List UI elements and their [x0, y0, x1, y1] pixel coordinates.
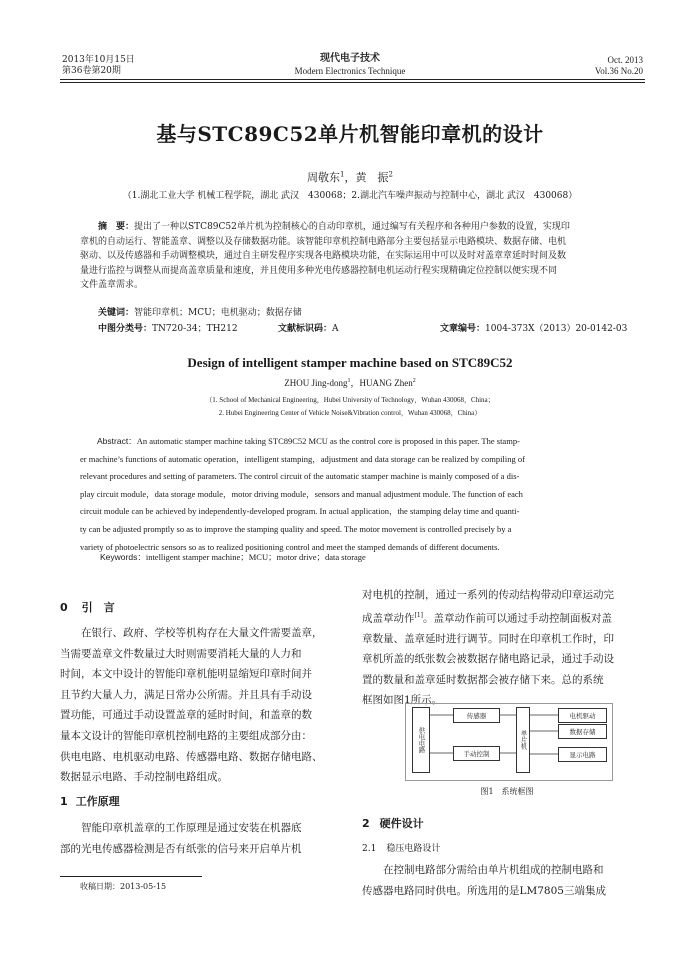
affiliation-en-line: （1. School of Mechanical Engineering，Hubei University of Technology，Wuhan 430068，China；: [205, 396, 495, 404]
abstract-line: 量进行监控与调整从而提高盖章质量和速度，并且使用多种光电传感器控制电机运动行程实现精确定位控制以便实现不同: [80, 265, 558, 276]
mcu-block: 单片机: [516, 707, 530, 773]
author-separator: ，: [344, 171, 356, 184]
figure-1-caption: 图1 系统框图: [480, 787, 534, 796]
author-list: [0, 169, 700, 185]
abstract-cn: [80, 220, 620, 293]
clc-number: 中图分类号：TN720-34；TH212: [98, 324, 238, 334]
author-sup: 2: [388, 170, 393, 179]
footnote-rule: [60, 876, 202, 877]
section-0-heading: 0 引 言: [60, 601, 115, 614]
affiliation-en-line: 2. Hubei Engineering Center of Vehicle Noise&Vibration control，Wuhan 430068，China）: [218, 409, 482, 417]
journal-name-cn: 现代电子技术: [320, 53, 380, 64]
header-date-en: Oct. 2013: [607, 55, 643, 65]
paper-title: 基与STC89C52单片机智能印章机的设计: [156, 122, 544, 146]
header-volume-cn: 第36卷第20期: [62, 66, 121, 76]
paper-title-en: Design of intelligent stamper machine based on STC89C52: [187, 355, 513, 370]
author-list-en: ZHOU Jing-dong$^1$，HUANG Zhen$^2$: [284, 378, 416, 388]
header-rule: [60, 79, 645, 80]
affiliation: （1.湖北工业大学 机械工程学院，湖北 武汉 430068；2.湖北汽车噪声振动与控制中心，湖北 武汉 430068）: [122, 191, 578, 201]
abstract-line: 驱动、以及传感器和手动调整模块，通过自主研发程序实现各电路模块功能，在实际运用中可以及时对盖章章延时时间及数: [80, 251, 567, 261]
journal-name-en: Modern Electronics Technique: [294, 66, 406, 76]
abstract-line: 章机的自动运行、智能盖章、调整以及存储数据功能。该智能印章机控制电路部分主要包括显示电路模块、数据存储、电机: [80, 236, 567, 247]
received-date: 收稿日期：2013-05-15: [80, 882, 167, 891]
abstract-en-label: Abstract：: [97, 436, 137, 446]
header-rule-thin: [60, 82, 645, 83]
keywords-text: 智能印章机；MCU；电机驱动；数据存储: [134, 308, 302, 318]
section-1-body-cont: 对电机的控制，通过一系列的传动结构带动印章运动完 成盖章动作[1]。盖章动作前可以通过手动控制面板对盖 章数量、盖章延时进行调节。同时在印章机工作时，印 章机所盖的纸张数会被数据存储电路记录，通过手动设 置的数量和盖章延时数据都会被存储下来。总的系统 框图如图1所示。: [362, 589, 614, 707]
abstract-label: 摘 要：: [98, 222, 135, 232]
data-storage-block: 数据存储: [558, 724, 607, 739]
author-name: 周敬东: [307, 171, 341, 184]
keywords-cn: [98, 305, 302, 318]
manual-control-block: 手动控制: [453, 746, 500, 761]
section-2-1-heading: 2.1 稳压电路设计: [362, 844, 441, 854]
motor-drive-block: 电机驱动: [558, 708, 607, 723]
keywords-label: 关键词：: [98, 308, 135, 318]
power-block: 供电电路: [412, 707, 430, 773]
document-code: 文献标识码：A: [278, 324, 339, 334]
display-block: 显示电路: [558, 747, 607, 762]
header-date-cn: 2013年10月15日: [62, 55, 135, 65]
abstract-line: 文件盖章需求。: [80, 280, 144, 290]
section-2-heading: 2 硬件设计: [362, 817, 424, 830]
figure-1-frame: [405, 703, 613, 781]
header-volume-en: Vol.36 No.20: [594, 66, 643, 76]
keywords-en: Keywords：intelligent stamper machine；MCU；motor drive；data storage: [100, 552, 366, 562]
abstract-en: Abstract：An automatic stamper machine taking STC89C52 MCU as the control core is proposed in this paper. The stamp- er machine’s functions of automatic operation，intelligent stamping，adjustment and data storage can be realized by compiling of relevant procedures and setting of parameters. The control circuit of the automatic stamper machine is mainly composed of a dis- play circuit module，data storage module，motor driving module，sensors and manual adjustment module. The function of each circuit module can be achieved by independently-developed program. In actual application，the stamping delay time and quanti- ty can be adjusted promptly so as to improve the stamping quality and speed. The motor movement is controlled precisely by a variety of photoelectric sensors so as to realized positioning control and meet the stamped demands of different documents.: [80, 436, 525, 552]
section-1-body: 智能印章机盖章的工作原理是通过安装在机器底 部的光电传感器检测是否有纸张的信号来开启单片机: [60, 822, 302, 855]
abstract-line: 提出了一种以STC89C52单片机为控制核心的自动印章机，通过编写有关程序和各种用户参数的设置，实现印: [134, 222, 570, 232]
sensor-block: 传感器: [453, 708, 500, 723]
author-name: 黄 振: [355, 171, 389, 184]
citation: [1]: [414, 611, 423, 619]
section-0-body: 在银行、政府、学校等机构存在大量文件需要盖章， 当需要盖章文件数量过大时则需要消耗大量的人力和 时间，本文中设计的智能印章机能明显缩短印章时间并 且节约大量人力，满足日常办公所需。并且具有手动设 置功能，可通过手动设置盖章的延时时间，和盖章的数 量本文设计的智能印章机控制电路的主要组成部分由： 供电电路、电机驱动电路、传感器电路、数据存储电路、 数据显示电路、手动控制电路组成。: [60, 627, 323, 784]
section-1-heading: 1 工作原理: [60, 795, 120, 808]
author-sup: 1: [340, 170, 345, 179]
article-number: 文章编号：1004-373X（2013）20-0142-03: [440, 324, 628, 334]
section-2-1-body: 在控制电路部分需给由单片机组成的控制电路和 传感器电路同时供电。所选用的是LM7805三端集成: [362, 864, 606, 897]
